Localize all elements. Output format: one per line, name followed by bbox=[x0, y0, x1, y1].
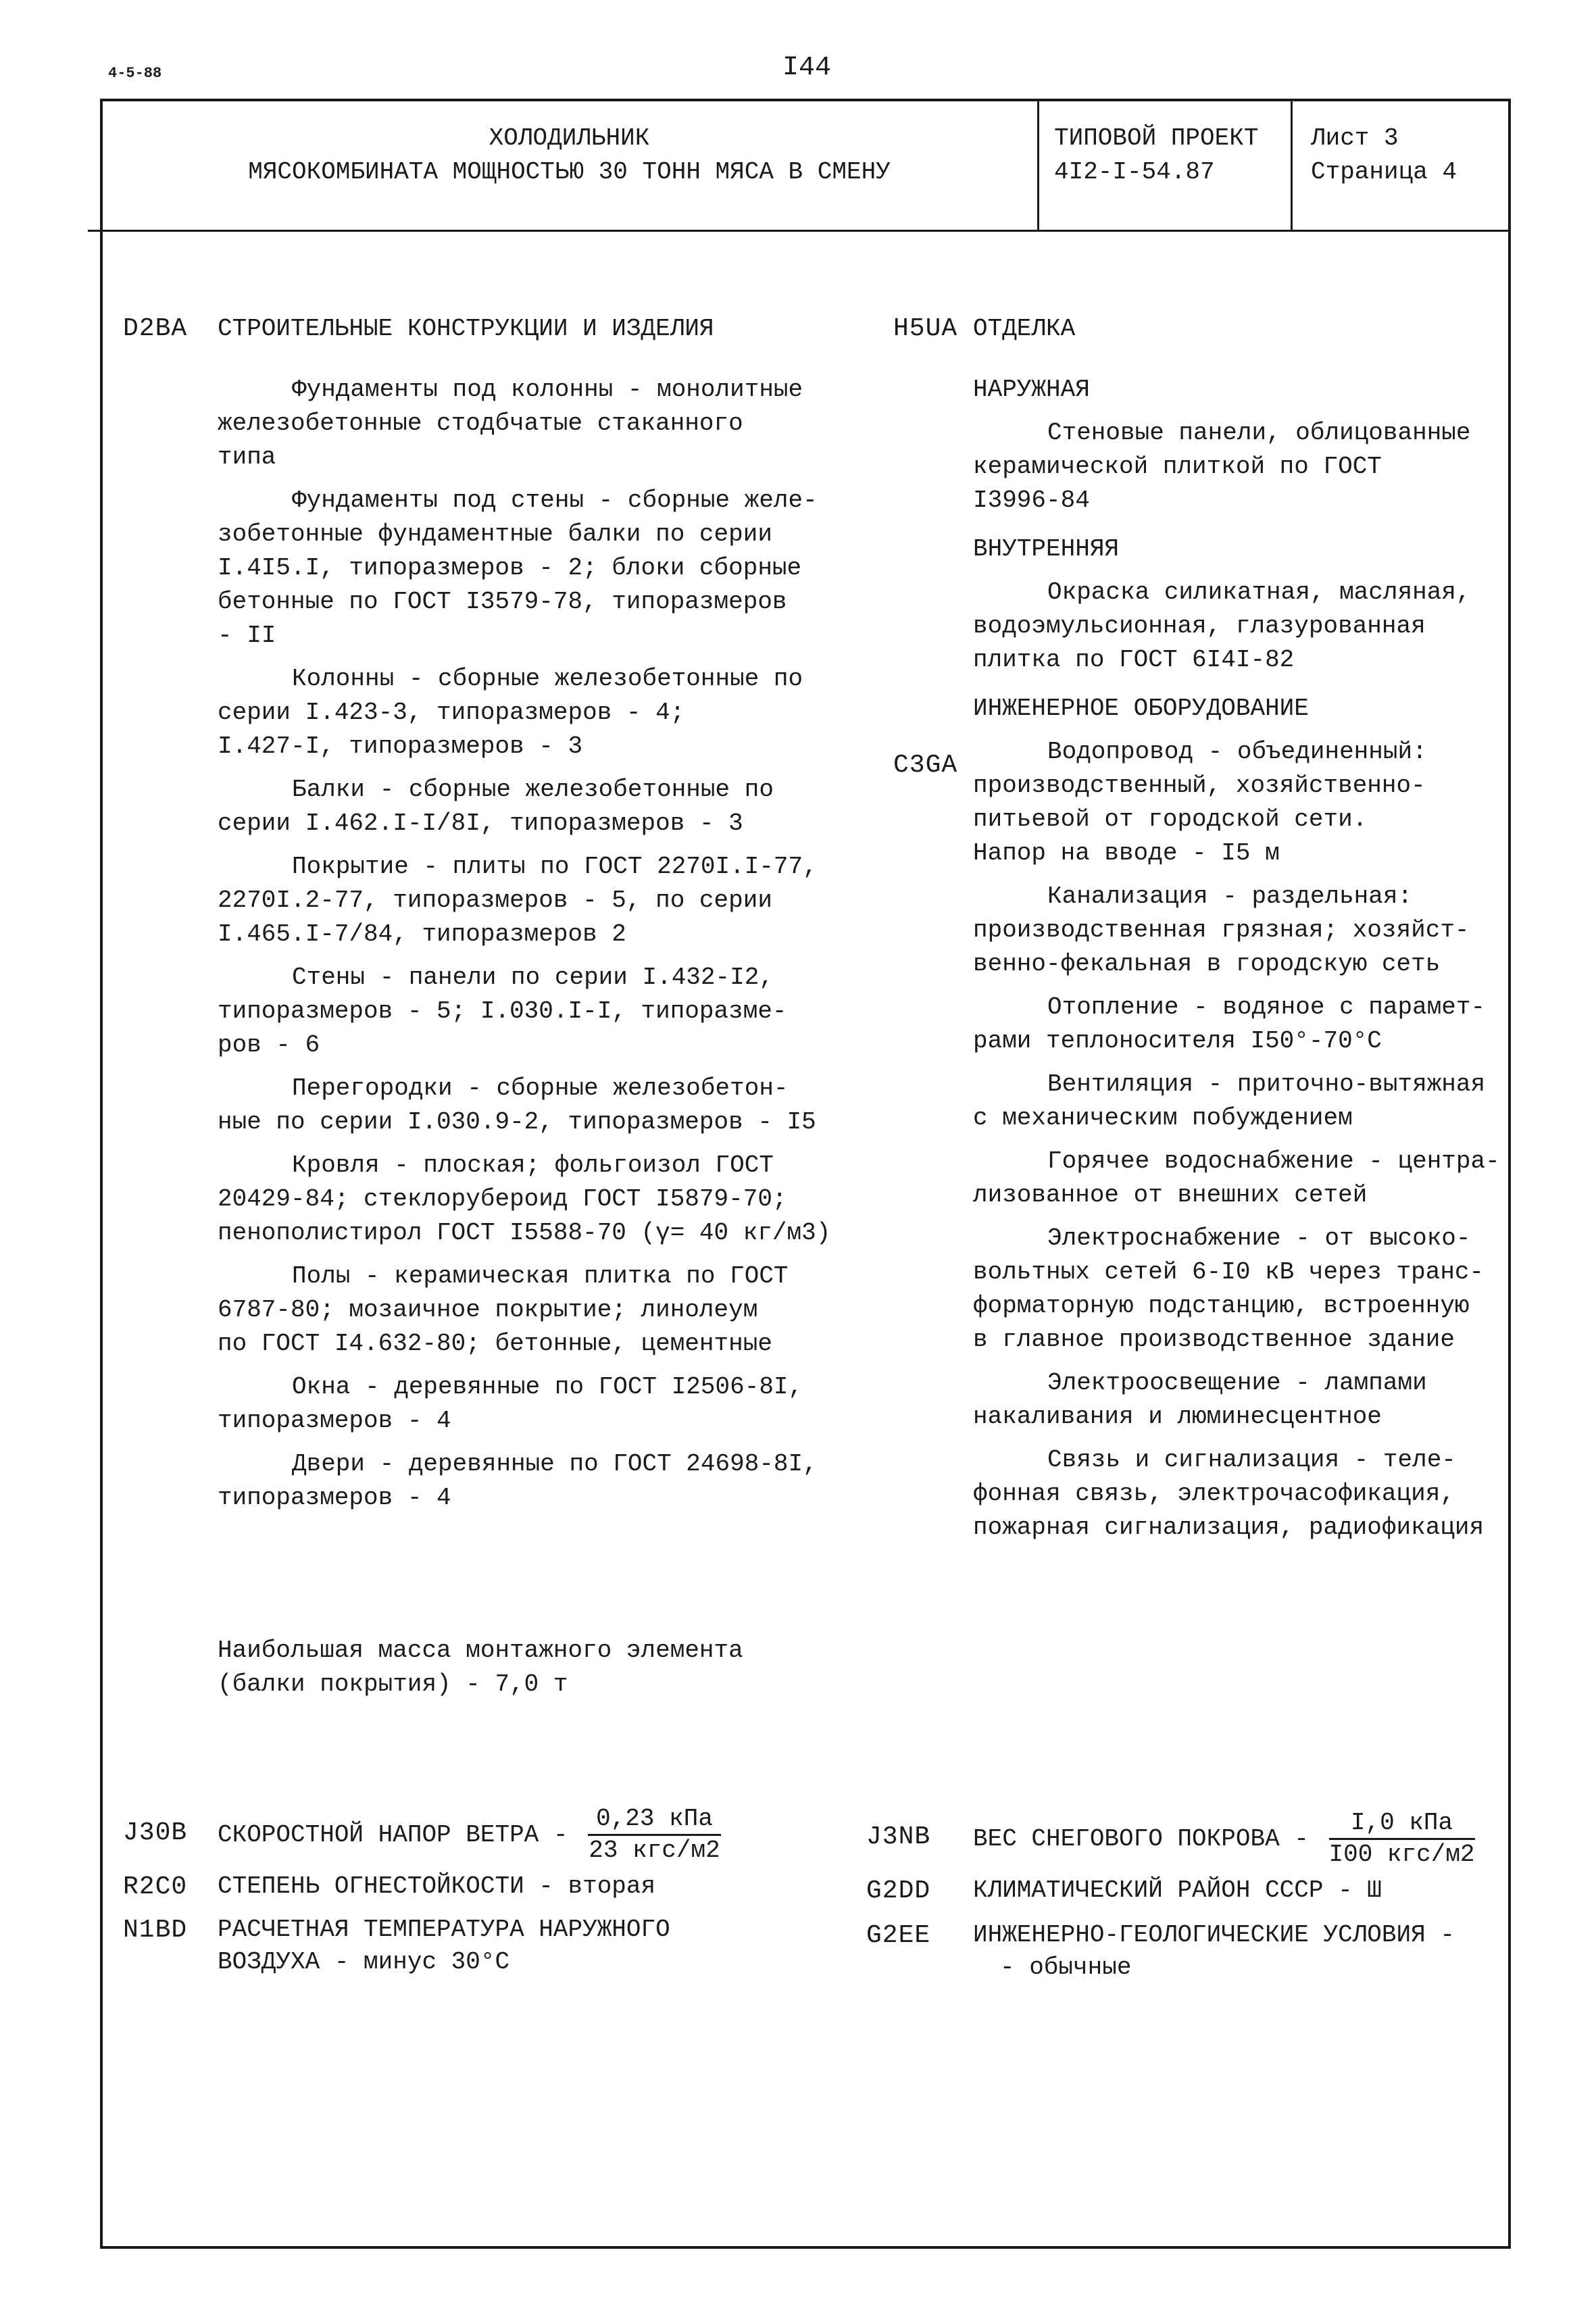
param-code-g2ee: G2EE bbox=[866, 1921, 931, 1950]
engineering-line: лизованное от внешних сетей bbox=[973, 1181, 1368, 1209]
engineering-line: вольтных сетей 6-I0 кВ через транс- bbox=[973, 1258, 1485, 1286]
page-label: Страница 4 bbox=[1311, 158, 1457, 186]
wind-pressure-kgs: 23 кгс/м2 bbox=[589, 1837, 720, 1864]
structures-line: Перегородки - сборные железобетон- bbox=[292, 1074, 789, 1102]
param-code-g2dd: G2DD bbox=[866, 1876, 931, 1906]
right-column bbox=[973, 312, 1500, 1554]
structures-line: типоразмеров - 4 bbox=[218, 1484, 451, 1512]
structures-line: железобетонные стодбчатые стаканного bbox=[218, 409, 743, 437]
title-block-divider-1 bbox=[1037, 99, 1039, 231]
structures-paragraph bbox=[218, 1447, 818, 1515]
title-line-2: МЯСОКОМБИНАТА МОЩНОСТЬЮ 30 ТОНН МЯСА В СМЕНУ bbox=[248, 158, 891, 186]
mass-line-2: (балки покрытия) - 7,0 т bbox=[218, 1670, 568, 1698]
interior-finish-line: Окраска силикатная, масляная, bbox=[1047, 578, 1471, 606]
geology-conditions bbox=[973, 1919, 1455, 1984]
structures-line: Колонны - сборные железобетонные по bbox=[292, 665, 803, 693]
interior-finish-line: водоэмульсионная, глазурованная bbox=[973, 612, 1426, 640]
title-block-project bbox=[1054, 122, 1258, 189]
structures-paragraph bbox=[218, 1260, 812, 1361]
structures-line: 6787-80; мозаичное покрытие; линолеум bbox=[218, 1296, 758, 1324]
section-code-d2ba: D2BA bbox=[123, 314, 188, 343]
interior-finish-line: плитка по ГОСТ 6I4I-82 bbox=[973, 646, 1295, 674]
engineering-paragraph bbox=[973, 1145, 1500, 1212]
geology-line-1: ИНЖЕНЕРНО-ГЕОЛОГИЧЕСКИЕ УСЛОВИЯ - bbox=[973, 1921, 1455, 1949]
document-code: 4-5-88 bbox=[108, 65, 162, 82]
title-line-1: ХОЛОДИЛЬНИК bbox=[489, 124, 650, 152]
structures-line: I.427-I, типоразмеров - 3 bbox=[218, 732, 583, 760]
structures-line: I.4I5.I, типоразмеров - 2; блоки сборные bbox=[218, 554, 802, 582]
engineering-paragraph bbox=[973, 735, 1500, 870]
exterior-finish-paragraph bbox=[973, 416, 1500, 518]
structures-paragraph bbox=[218, 961, 812, 1062]
structures-line: I.465.I-7/84, типоразмеров 2 bbox=[218, 920, 626, 948]
structures-line: 2270I.2-77, типоразмеров - 5, по серии bbox=[218, 887, 772, 914]
engineering-line: пожарная сигнализация, радиофикация bbox=[973, 1514, 1485, 1541]
structures-paragraph bbox=[218, 1072, 816, 1139]
section-code-h5ua: H5UA bbox=[893, 314, 958, 343]
title-block-bottom-line bbox=[88, 230, 1511, 232]
structures-line: серии I.462.I-I/8I, типоразмеров - 3 bbox=[218, 810, 743, 837]
engineering-paragraph bbox=[973, 1443, 1500, 1545]
design-temperature bbox=[218, 1914, 670, 1978]
engineering-line: Водопровод - объединенный: bbox=[1047, 738, 1427, 766]
exterior-finish-line: Стеновые панели, облицованные bbox=[1047, 419, 1471, 447]
param-code-j3nb: J3NB bbox=[866, 1822, 931, 1851]
climate-region: КЛИМАТИЧЕСКИЙ РАЙОН СССР - Ш bbox=[973, 1876, 1382, 1904]
snow-load-kgs: I00 кгс/м2 bbox=[1328, 1841, 1475, 1868]
engineering-line: Горячее водоснабжение - центра- bbox=[1047, 1147, 1500, 1175]
structures-paragraph bbox=[218, 373, 812, 474]
section-code-c3ga: C3GA bbox=[893, 751, 958, 780]
structures-line: типоразмеров - 4 bbox=[218, 1407, 451, 1435]
left-column bbox=[218, 312, 831, 1524]
engineering-line: с механическим побуждением bbox=[973, 1104, 1353, 1132]
structures-line: Фундаменты под колонны - монолитные bbox=[292, 376, 803, 403]
structures-line: бетонные по ГОСТ I3579-78, типоразмеров bbox=[218, 588, 787, 616]
left-heading: СТРОИТЕЛЬНЫЕ КОНСТРУКЦИИ И ИЗДЕЛИЯ bbox=[218, 315, 714, 343]
structures-line: по ГОСТ I4.632-80; бетонные, цементные bbox=[218, 1330, 772, 1358]
structures-paragraph bbox=[218, 1370, 812, 1438]
structures-paragraph bbox=[218, 773, 812, 841]
left-paragraphs bbox=[218, 373, 831, 1515]
param-code-r2c0: R2C0 bbox=[123, 1872, 188, 1901]
interior-finish-paragraph bbox=[973, 576, 1500, 677]
snow-load bbox=[973, 1808, 1475, 1870]
snow-load-label: ВЕС СНЕГОВОГО ПОКРОВА - bbox=[973, 1825, 1309, 1853]
structures-line: зобетонные фундаментные балки по серии bbox=[218, 520, 772, 548]
param-code-n1bd: N1BD bbox=[123, 1916, 188, 1945]
sub-heading-exterior: НАРУЖНАЯ bbox=[973, 376, 1090, 403]
title-block-divider-2 bbox=[1291, 99, 1293, 231]
structures-line: типоразмеров - 5; I.030.I-I, типоразме- bbox=[218, 997, 787, 1025]
wind-pressure-label: СКОРОСТНОЙ НАПОР ВЕТРА - bbox=[218, 1821, 568, 1849]
exterior-paragraphs bbox=[973, 416, 1500, 518]
engineering-paragraph bbox=[973, 1222, 1500, 1357]
engineering-line: Вентиляция - приточно-вытяжная bbox=[1047, 1070, 1486, 1098]
structures-paragraph bbox=[218, 662, 812, 764]
engineering-line: накаливания и люминесцентное bbox=[973, 1403, 1382, 1430]
structures-line: ные по серии I.030.9-2, типоразмеров - I5 bbox=[218, 1108, 816, 1136]
structures-line: Окна - деревянные по ГОСТ I2506-8I, bbox=[292, 1373, 803, 1401]
structures-line: Фундаменты под стены - сборные желе- bbox=[292, 487, 818, 514]
structures-line: Покрытие - плиты по ГОСТ 2270I.I-77, bbox=[292, 853, 818, 880]
structures-line: - II bbox=[218, 622, 276, 649]
engineering-line: Напор на вводе - I5 м bbox=[973, 839, 1280, 867]
engineering-line: Связь и сигнализация - теле- bbox=[1047, 1446, 1456, 1474]
mass-line-1: Наибольшая масса монтажного элемента bbox=[218, 1637, 743, 1664]
engineering-paragraph bbox=[973, 991, 1500, 1058]
engineering-paragraph bbox=[973, 880, 1500, 981]
structures-line: типа bbox=[218, 443, 276, 471]
engineering-line: форматорную подстанцию, встроенную bbox=[973, 1292, 1470, 1320]
right-heading-finishing: ОТДЕЛКА bbox=[973, 315, 1076, 343]
engineering-paragraph bbox=[973, 1068, 1500, 1135]
title-block-sheet bbox=[1311, 122, 1457, 189]
design-temperature-line-1: РАСЧЕТНАЯ ТЕМПЕРАТУРА НАРУЖНОГО bbox=[218, 1916, 670, 1943]
engineering-line: рами теплоносителя I50°-70°С bbox=[973, 1027, 1382, 1055]
structures-line: Двери - деревянные по ГОСТ 24698-8I, bbox=[292, 1450, 818, 1478]
structures-line: ров - 6 bbox=[218, 1031, 320, 1059]
structures-paragraph bbox=[218, 1149, 831, 1250]
param-code-j30b: J30B bbox=[123, 1818, 188, 1847]
engineering-line: в главное производственное здание bbox=[973, 1326, 1455, 1353]
page-number: I44 bbox=[782, 53, 832, 83]
wind-pressure-fraction bbox=[588, 1804, 721, 1866]
exterior-finish-line: I3996-84 bbox=[973, 487, 1090, 514]
engineering-paragraph bbox=[973, 1366, 1500, 1434]
engineering-paragraphs bbox=[973, 735, 1500, 1545]
engineering-line: Отопление - водяное с парамет- bbox=[1047, 993, 1486, 1021]
fire-resistance: СТЕПЕНЬ ОГНЕСТОЙКОСТИ - вторая bbox=[218, 1872, 656, 1900]
engineering-line: производственный, хозяйственно- bbox=[973, 772, 1426, 799]
engineering-line: Электроснабжение - от высоко- bbox=[1047, 1224, 1471, 1252]
design-temperature-line-2: ВОЗДУХА - минус 30°С bbox=[218, 1948, 510, 1976]
structures-paragraph bbox=[218, 484, 818, 653]
engineering-line: производственная грязная; хозяйст- bbox=[973, 916, 1470, 944]
interior-paragraphs bbox=[973, 576, 1500, 677]
sheet-label: Лист 3 bbox=[1311, 124, 1399, 152]
title-block-name bbox=[101, 122, 1037, 189]
engineering-line: фонная связь, электрочасофикация, bbox=[973, 1480, 1455, 1508]
structures-line: Балки - сборные железобетонные по bbox=[292, 776, 774, 803]
structures-line: Кровля - плоская; фольгоизол ГОСТ bbox=[292, 1151, 774, 1179]
structures-line: Стены - панели по серии I.432-I2, bbox=[292, 964, 774, 991]
sub-heading-interior: ВНУТРЕННЯЯ bbox=[973, 535, 1120, 563]
structures-line: пенополистирол ГОСТ I5588-70 (γ= 40 кг/м3) bbox=[218, 1219, 831, 1247]
structures-line: 20429-84; стеклорубероид ГОСТ I5879-70; bbox=[218, 1185, 787, 1213]
snow-load-kpa: I,0 кПа bbox=[1329, 1808, 1475, 1840]
structures-line: Полы - керамическая плитка по ГОСТ bbox=[292, 1262, 789, 1290]
project-number: 4I2-I-54.87 bbox=[1054, 158, 1215, 186]
engineering-line: питьевой от городской сети. bbox=[973, 805, 1368, 833]
wind-pressure bbox=[218, 1804, 721, 1866]
mass-note bbox=[218, 1634, 743, 1701]
right-heading-engineering: ИНЖЕНЕРНОЕ ОБОРУДОВАНИЕ bbox=[973, 695, 1309, 722]
engineering-line: венно-фекальная в городскую сеть bbox=[973, 950, 1441, 978]
structures-line: серии I.423-3, типоразмеров - 4; bbox=[218, 699, 685, 726]
exterior-finish-line: керамической плиткой по ГОСТ bbox=[973, 453, 1382, 480]
engineering-line: Канализация - раздельная: bbox=[1047, 882, 1413, 910]
geology-line-2: - обычные bbox=[1000, 1953, 1132, 1981]
project-label: ТИПОВОЙ ПРОЕКТ bbox=[1054, 124, 1259, 152]
engineering-line: Электроосвещение - лампами bbox=[1047, 1369, 1427, 1397]
snow-load-fraction bbox=[1329, 1808, 1475, 1870]
wind-pressure-kpa: 0,23 кПа bbox=[588, 1804, 721, 1836]
structures-paragraph bbox=[218, 850, 818, 951]
